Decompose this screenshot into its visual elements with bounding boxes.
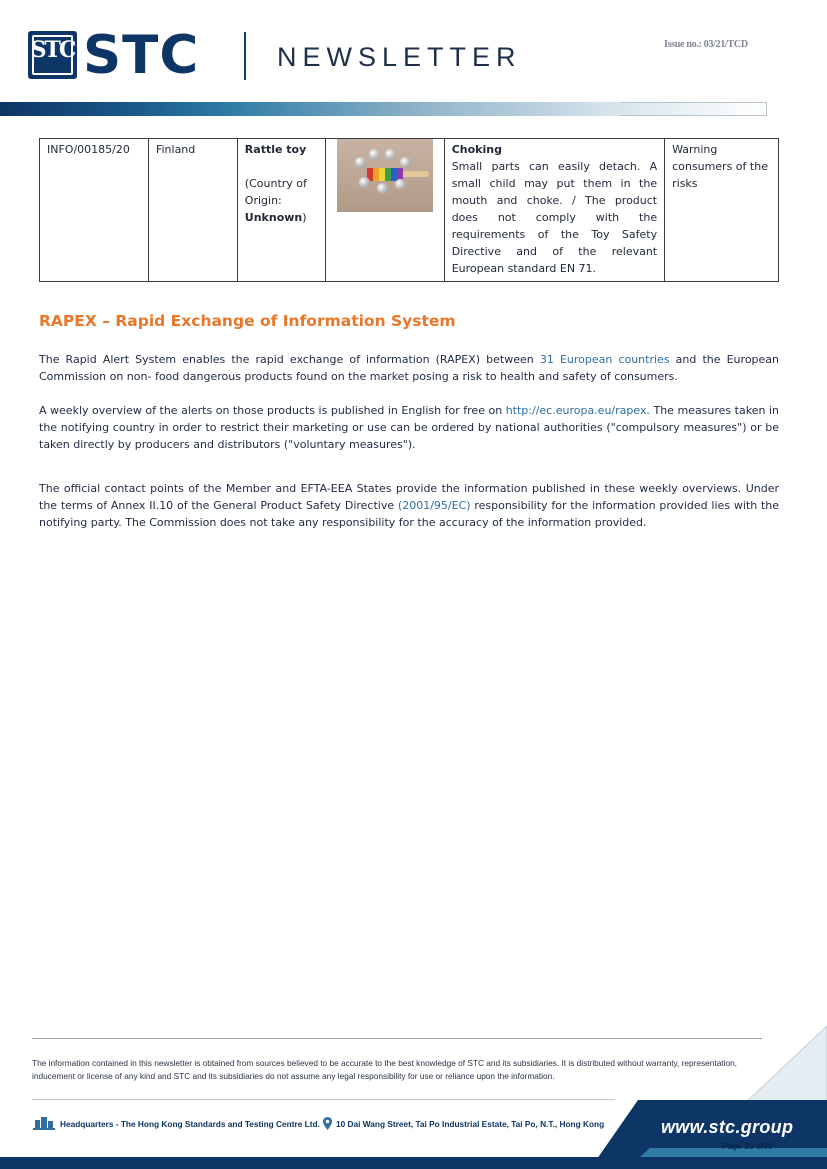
- building-icon: [33, 1116, 55, 1130]
- recall-table: [39, 138, 779, 282]
- brand-name: STC: [83, 25, 200, 86]
- p2-text-b: The measures taken in the notifying country in order to restrict their marketing or use can be ordered by national authorities ("compulsory measures") or be taken directly by producers and distributors ("voluntary measures").: [39, 404, 779, 451]
- p3-text-a: The official contact points of the Member and EFTA-EEA States provide the information published in these weekly overviews. Under the terms of Annex II.10 of the General Product Safety Directive: [39, 482, 779, 512]
- product-cell: [237, 139, 325, 282]
- rapex-url-link[interactable]: http://ec.europa.eu/rapex.: [505, 404, 650, 417]
- countries-link[interactable]: 31 European countries: [539, 353, 670, 366]
- origin-line-2: Origin:: [244, 194, 282, 207]
- footer-divider: [32, 1038, 762, 1039]
- risk-description: Small parts can easily detach. A small child may put them in the mouth and choke. / The product does not comply with the requirements of the Toy Safety Directive and of the relevant European standard EN 71.: [451, 160, 658, 275]
- origin-close: ): [302, 211, 307, 224]
- product-name: Rattle toy: [244, 143, 307, 156]
- section-title: RAPEX – Rapid Exchange of Information System: [39, 312, 456, 330]
- p1-text-a: The Rapid Alert System enables the rapid exchange of information (RAPEX) between: [39, 353, 540, 366]
- issue-number: Issue no.: 03/21/TCD: [664, 39, 748, 50]
- location-pin-icon: [323, 1117, 332, 1130]
- p3-text-b: responsibility for the information provided lies with the notifying party. The Commission does not take any responsibility for the accuracy of the information provided.: [39, 499, 780, 529]
- table-row: [40, 139, 779, 282]
- measures-cell: Warning consumers of the risks: [665, 139, 779, 282]
- risk-title: Choking: [451, 143, 502, 156]
- stc-logo-icon: STC: [28, 31, 77, 79]
- origin-line-1: (Country of: [244, 177, 307, 190]
- country-cell: Finland: [148, 139, 237, 282]
- address-text: 10 Dai Wang Street, Tai Po Industrial Estate, Tai Po, N.T., Hong Kong: [336, 1119, 605, 1129]
- bottom-bar: [0, 1157, 827, 1169]
- reference-cell: INFO/00185/20: [40, 139, 149, 282]
- headquarters-text: Headquarters - The Hong Kong Standards and Testing Centre Ltd.: [60, 1119, 320, 1129]
- footer-divider-2: [32, 1099, 615, 1100]
- newsletter-title: NEWSLETTER: [277, 42, 522, 72]
- page-number: Page 33 of39: [722, 1141, 773, 1151]
- header-stripe-outline: [620, 102, 767, 116]
- p2-text-a: A weekly overview of the alerts on those products is published in English for free on: [39, 404, 506, 417]
- origin-value: Unknown: [244, 211, 303, 224]
- paragraph-1: [39, 351, 779, 385]
- paragraph-2: [39, 402, 779, 453]
- website-link[interactable]: www.stc.group: [661, 1117, 794, 1137]
- origin-line-3: [245, 209, 318, 226]
- disclaimer-text: The information contained in this newsletter is obtained from sources believed to be accurate to the best knowledge of STC and its subsidiaries. It is distributed without warranty, representation, inducement or license of any kind and STC and its subsidiaries do not assume any legal responsibility for use or reliance upon the information.: [32, 1058, 737, 1081]
- photo-cell: [325, 139, 444, 282]
- p1-text-b: and the European Commission on non- food dangerous products found on the market posing a risk to health and safety of consumers.: [39, 353, 780, 383]
- paragraph-3: [39, 480, 779, 531]
- rattle-toy-photo: [337, 139, 433, 212]
- header-divider: [244, 32, 246, 80]
- risk-cell: [444, 139, 664, 282]
- directive-link[interactable]: (2001/95/EC): [397, 499, 471, 512]
